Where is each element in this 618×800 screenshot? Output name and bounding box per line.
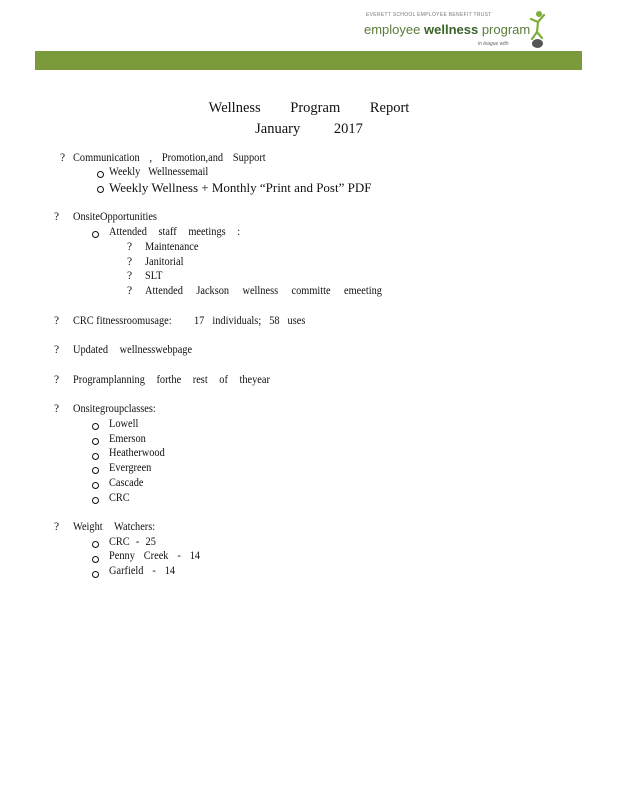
bullet-marker: ? xyxy=(54,374,60,386)
person-figure-icon xyxy=(528,10,546,40)
logo-badge xyxy=(532,39,543,48)
onsite-subitem: Janitorial xyxy=(145,256,184,268)
hollow-bullet-icon xyxy=(92,482,99,489)
planning-item: Programplanning forthe rest of theyear xyxy=(73,374,270,386)
weight-watchers-heading: Weight Watchers: xyxy=(73,521,156,533)
onsite-item: Attended staff meetings : xyxy=(109,226,241,238)
bullet-marker: ? xyxy=(54,315,60,327)
onsite-subitem: Maintenance xyxy=(145,241,199,253)
crc-usage-value: 17 individuals; 58 uses xyxy=(194,315,306,327)
weight-watchers-item: CRC - 25 xyxy=(109,536,156,548)
logo-tagline: in league with xyxy=(478,41,509,47)
logo-word-employee: employee xyxy=(364,22,421,37)
bullet-marker: ? xyxy=(127,256,133,268)
onsite-subitem: Attended Jackson wellness committe emeeting xyxy=(145,285,382,297)
hollow-bullet-icon xyxy=(92,571,99,578)
webpage-item: Updated wellnesswebpage xyxy=(73,344,193,356)
hollow-bullet-icon xyxy=(92,556,99,563)
hollow-bullet-icon xyxy=(92,438,99,445)
bullet-marker: ? xyxy=(54,403,60,415)
communication-heading: Communication , Promotion,and Support xyxy=(73,152,266,164)
logo-word-wellness: wellness xyxy=(424,22,479,37)
hollow-bullet-icon xyxy=(92,453,99,460)
logo-wordmark xyxy=(364,22,530,37)
bullet-marker: ? xyxy=(127,285,133,297)
report-title: Wellness Program Report xyxy=(208,100,410,116)
hollow-bullet-icon xyxy=(97,186,104,193)
classes-heading: Onsitegroupclasses: xyxy=(73,403,156,415)
crc-usage-label: CRC fitnessroomusage: xyxy=(73,315,172,327)
logo-org-text: EVERETT SCHOOL EMPLOYEE BENEFIT TRUST xyxy=(366,12,492,18)
bullet-marker: ? xyxy=(54,521,60,533)
bullet-marker: ? xyxy=(54,344,60,356)
hollow-bullet-icon xyxy=(92,467,99,474)
logo-word-program: program xyxy=(481,22,531,37)
hollow-bullet-icon xyxy=(92,231,99,238)
onsite-heading: OnsiteOpportunities xyxy=(73,211,157,223)
hollow-bullet-icon xyxy=(97,171,104,178)
communication-item: Weekly Wellnessemail xyxy=(109,166,209,178)
weight-watchers-item: Penny Creek - 14 xyxy=(109,550,201,562)
class-location: Heatherwood xyxy=(109,447,165,459)
hollow-bullet-icon xyxy=(92,423,99,430)
class-location: Lowell xyxy=(109,418,139,430)
class-location: Evergreen xyxy=(109,462,152,474)
header-banner xyxy=(35,51,582,70)
bullet-marker: ? xyxy=(127,241,133,253)
report-date: January 2017 xyxy=(255,121,363,137)
class-location: Cascade xyxy=(109,477,144,489)
bullet-marker: ? xyxy=(60,152,66,164)
weight-watchers-item: Garfield - 14 xyxy=(109,565,176,577)
employee-wellness-program-logo xyxy=(360,8,550,52)
bullet-marker: ? xyxy=(54,211,60,223)
hollow-bullet-icon xyxy=(92,541,99,548)
communication-item: Weekly Wellness + Monthly “Print and Post” PDF xyxy=(109,180,372,195)
onsite-subitem: SLT xyxy=(145,270,163,282)
class-location: Emerson xyxy=(109,433,146,445)
bullet-marker: ? xyxy=(127,270,133,282)
class-location: CRC xyxy=(109,492,130,504)
hollow-bullet-icon xyxy=(92,497,99,504)
